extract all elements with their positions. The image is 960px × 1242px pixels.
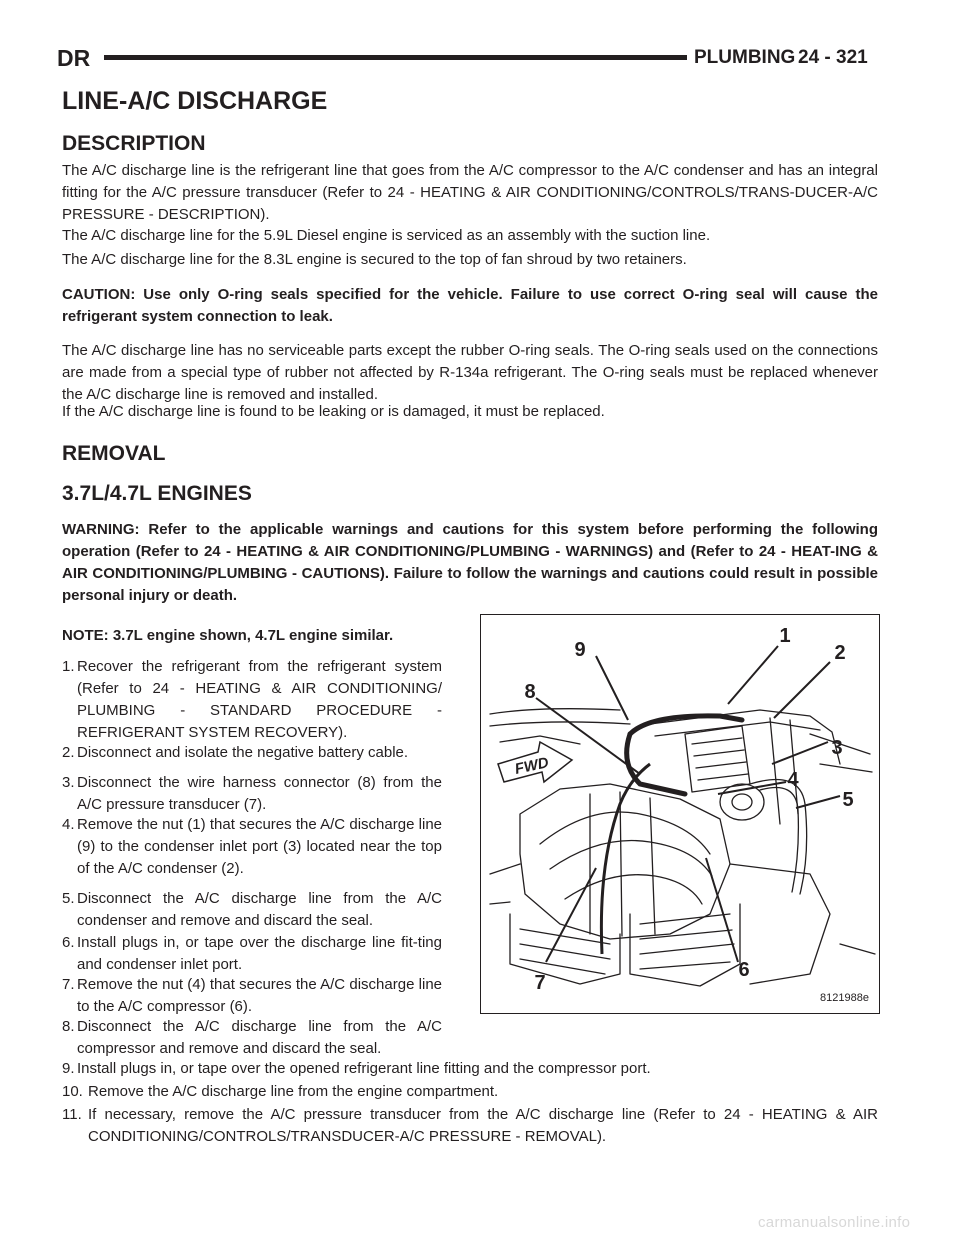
- description-paragraph-2: The A/C discharge line for the 5.9L Diesel engine is serviced as an assembly with the suction line.: [62, 227, 711, 244]
- step-number: 6.: [62, 934, 75, 951]
- callout-7: 7: [534, 972, 546, 994]
- header-section-title: PLUMBING: [694, 47, 796, 68]
- step-number: 11.: [62, 1106, 82, 1123]
- step-7: [62, 974, 442, 1018]
- note-text: NOTE: 3.7L engine shown, 4.7L engine similar.: [62, 627, 394, 644]
- step-text: Remove the A/C discharge line from the engine compartment.: [88, 1083, 499, 1100]
- step-number: 7.: [62, 976, 75, 993]
- callout-5: 5: [842, 789, 854, 811]
- step-text: Install plugs in, or tape over the discharge line fit-ting and condenser inlet port.: [77, 934, 442, 973]
- header-rule: [104, 55, 687, 60]
- watermark: carmanualsonline.info: [758, 1214, 911, 1231]
- step-10: [62, 1081, 878, 1103]
- callout-6: 6: [738, 959, 750, 981]
- step-3: [62, 772, 442, 816]
- step-6: [62, 932, 442, 976]
- step-11: [62, 1104, 878, 1148]
- step-number: 2.: [62, 744, 75, 761]
- step-text: Disconnect the A/C discharge line from the A/C condenser and remove and discard the seal.: [77, 890, 442, 929]
- callout-3: 3: [831, 737, 843, 759]
- step-4: [62, 814, 442, 880]
- step-2: [62, 742, 442, 764]
- step-number: 5.: [62, 890, 75, 907]
- caution-text: CAUTION: Use only O-ring seals specified for the vehicle. Failure to use correct O-ring seal will cause the refrigerant system connection to leak.: [62, 286, 878, 325]
- step-text: Disconnect the wire harness connector (8) from the A/C pressure transducer (7).: [77, 774, 442, 813]
- description-paragraph-3: The A/C discharge line for the 8.3L engine is secured to the top of fan shroud by two retainers.: [62, 251, 687, 268]
- step-number: 4.: [62, 816, 75, 833]
- removal-heading: REMOVAL: [62, 442, 166, 465]
- removal-subheading: 3.7L/4.7L ENGINES: [62, 482, 252, 505]
- step-5: [62, 888, 442, 932]
- step-text: Recover the refrigerant from the refrigerant system (Refer to 24 - HEATING & AIR CONDITIONING/ PLUMBING - STANDARD PROCEDURE - REFRIGERANT SYSTEM RECOVERY).: [77, 658, 442, 741]
- engine-ac-line-illustration: [480, 614, 880, 1014]
- header-model-code: DR: [57, 45, 91, 71]
- description-paragraph-4: The A/C discharge line has no serviceable parts except the rubber O-ring seals. The O-ring seals used on the connections are made from a special type of rubber not affected by R-134a refrigerant. The O-ring seals must be replaced whenever the A/C discharge line is removed and installed.: [62, 342, 878, 403]
- step-1: [62, 656, 442, 744]
- page-title: LINE-A/C DISCHARGE: [62, 87, 328, 115]
- callout-2: 2: [834, 642, 846, 664]
- callout-4: 4: [787, 769, 799, 791]
- step-text: Remove the nut (4) that secures the A/C discharge line to the A/C compressor (6).: [77, 976, 442, 1015]
- fwd-label: FWD: [513, 754, 551, 778]
- step-text: Install plugs in, or tape over the opened refrigerant line fitting and the compressor port.: [77, 1060, 651, 1077]
- step-text: Disconnect and isolate the negative battery cable.: [77, 744, 409, 761]
- step-text: If necessary, remove the A/C pressure transducer from the A/C discharge line (Refer to 24 - HEATING & AIR CONDITIONING/CONTROLS/TRANSDUCER-A/C PRESSURE - REMOVAL).: [88, 1106, 878, 1145]
- description-paragraph-5: If the A/C discharge line is found to be leaking or is damaged, it must be replaced.: [62, 403, 605, 420]
- header-page-number: 24 - 321: [798, 47, 868, 68]
- description-heading: DESCRIPTION: [62, 132, 206, 155]
- step-number: 10.: [62, 1083, 83, 1100]
- callout-1: 1: [779, 625, 791, 647]
- callout-8: 8: [524, 681, 536, 703]
- step-number: 3.: [62, 774, 75, 791]
- step-8: [62, 1016, 442, 1060]
- step-9: [62, 1058, 878, 1080]
- step-number: 8.: [62, 1018, 75, 1035]
- figure-id: 8121988e: [820, 992, 869, 1004]
- step-text: Remove the nut (1) that secures the A/C discharge line (9) to the condenser inlet port (3) located near the top of the A/C condenser (2).: [77, 816, 442, 877]
- step-text: Disconnect the A/C discharge line from the A/C compressor and remove and discard the seal.: [77, 1018, 442, 1057]
- callout-9: 9: [574, 639, 586, 661]
- step-number: 9.: [62, 1060, 75, 1077]
- description-paragraph-1: The A/C discharge line is the refrigerant line that goes from the A/C compressor to the A/C condenser and has an integral fitting for the A/C pressure transducer (Refer to 24 - HEATING & AIR CONDITIONING/CONTROLS/TRANS-DUCER-A/C PRESSURE - DESCRIPTION).: [62, 162, 878, 223]
- warning-text: WARNING: Refer to the applicable warnings and cautions for this system before performing the following operation (Refer to 24 - HEATING & AIR CONDITIONING/PLUMBING - WARNINGS) and (Refer to 24 - HEAT-ING & AIR CONDITIONING/PLUMBING - CAUTIONS). Failure to follow the warnings and cautions could result in possible personal injury or death.: [62, 521, 878, 604]
- step-number: 1.: [62, 658, 75, 675]
